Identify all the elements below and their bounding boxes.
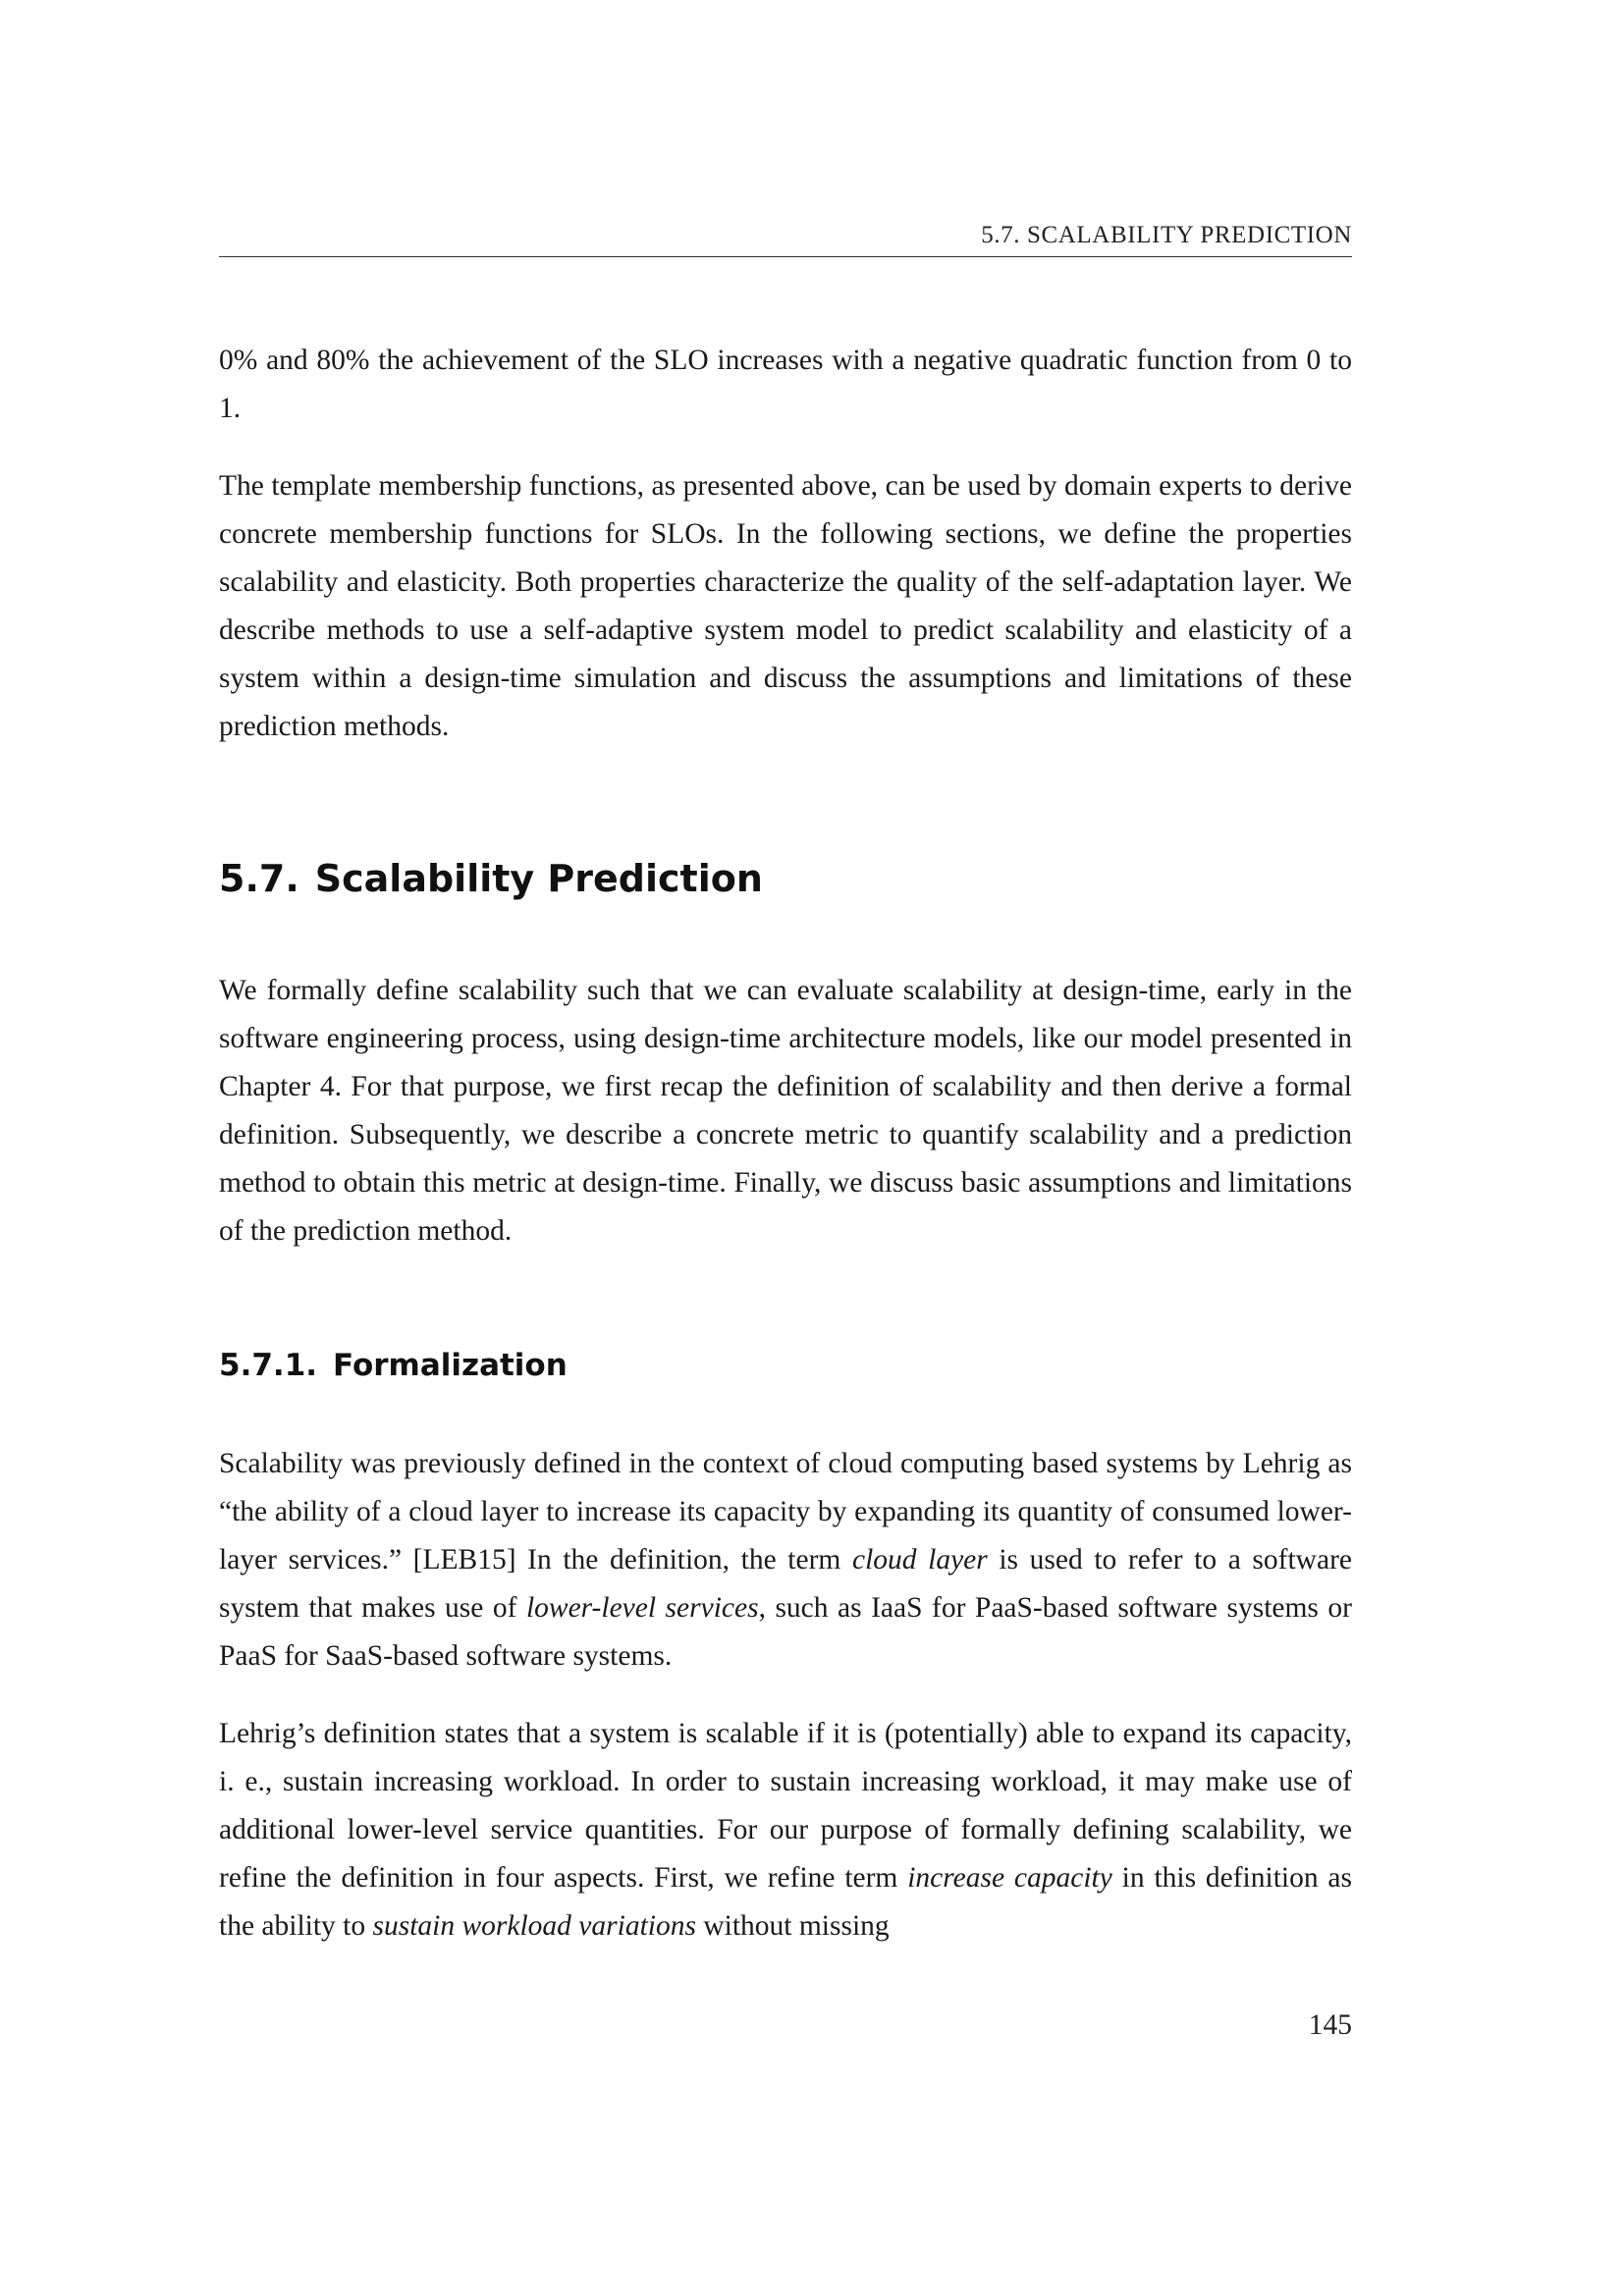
section-number: 5.7. [219, 856, 299, 900]
subsection-title: Formalization [333, 1348, 568, 1383]
paragraph-5 [219, 1710, 1352, 1950]
term-sustain-workload-variations: sustain workload variations [372, 1909, 696, 1942]
running-head: 5.7. SCALABILITY PREDICTION [981, 222, 1352, 248]
term-lower-level-services: lower-level services [525, 1591, 759, 1624]
paragraph-5-text-2: in this definition as the ability to [219, 1861, 1353, 1942]
section-title: Scalability Prediction [314, 856, 763, 900]
paragraph-4-text-3: , such as IaaS for PaaS-based software systems or PaaS for SaaS-based software systems. [219, 1591, 1352, 1672]
paragraph-5-text-1: Lehrig’s definition states that a system is scalable if it is (potentially) able to expand its capacity, i. e., sustain increasing workload. In order to sustain increasing workload, it may make use of additional lower-level service quantities. For our purpose of formally defining scalability, we refine the definition in four aspects. First, we refine term [219, 1717, 1352, 1894]
term-cloud-layer: cloud layer [851, 1543, 988, 1575]
paragraph-5-text-3: without missing [695, 1909, 890, 1942]
paragraph-4-text-1: Scalability was previously defined in the context of cloud computing based systems by Lehrig as “the ability of a cloud layer to increase its capacity by expanding its quantity of consumed lower-layer services.” [LEB15] In the definition, the term [219, 1447, 1352, 1575]
page-number: 145 [1308, 2009, 1352, 2041]
header-rule [219, 256, 1352, 257]
paragraph-4-text-2: is used to refer to a software system that makes use of [219, 1543, 1352, 1624]
subsection-heading [219, 1345, 568, 1386]
subsection-number: 5.7.1. [219, 1348, 318, 1383]
term-increase-capacity: increase capacity [907, 1861, 1112, 1894]
section-heading [219, 854, 763, 903]
paragraph-2: The template membership functions, as presented above, can be used by domain experts to derive concrete membership functions for SLOs. In the following sections, we define the properties scalability and elasticity. Both properties characterize the quality of the self-adaptation layer. We describe methods to use a self-adaptive system model to predict scalability and elasticity of a system within a design-time simulation and discuss the assumptions and limitations of these prediction methods. [219, 469, 1352, 742]
paragraph-4 [219, 1440, 1352, 1681]
paragraph-1: 0% and 80% the achievement of the SLO increases with a negative quadratic function from 0 to 1. [219, 344, 1352, 424]
paragraph-3: We formally define scalability such that we can evaluate scalability at design-time, early in the software engineering process, using design-time architecture models, like our model presented in Chapter 4. For that purpose, we first recap the definition of scalability and then derive a formal definition. Subsequently, we describe a concrete metric to quantify scalability and a prediction method to obtain this metric at design-time. Finally, we discuss basic assumptions and limitations of the prediction method. [219, 974, 1352, 1247]
